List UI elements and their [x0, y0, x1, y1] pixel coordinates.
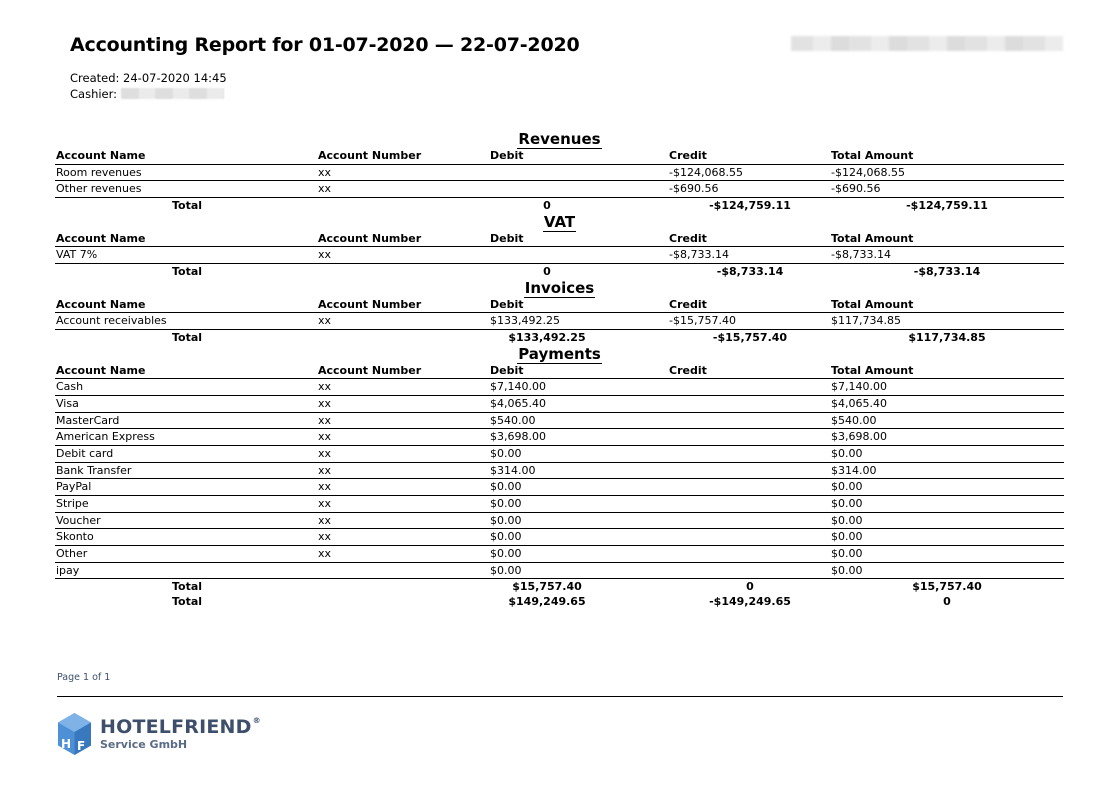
total-label: Total — [172, 198, 203, 212]
section-title-invoices: Invoices — [524, 278, 595, 297]
cell-debit: $0.00 — [490, 480, 522, 494]
created-timestamp: Created: 24-07-2020 14:45 — [70, 71, 227, 85]
cell-total: $3,698.00 — [831, 430, 887, 444]
table-row — [55, 379, 1064, 396]
col-total-amount: Total Amount — [831, 363, 914, 377]
total-debit: $15,757.40 — [512, 580, 582, 594]
report-title: Accounting Report for 01-07-2020 — 22-07-2020 — [70, 34, 580, 56]
cell-name: Room revenues — [56, 165, 142, 179]
cell-name: VAT 7% — [56, 248, 98, 262]
cell-debit: $0.00 — [490, 446, 522, 460]
cell-total: -$8,733.14 — [831, 248, 891, 262]
cashier-redacted — [121, 88, 224, 99]
table-header — [55, 298, 1064, 314]
col-debit: Debit — [490, 297, 524, 311]
redacted-area — [791, 36, 1063, 51]
cell-name: Other — [56, 547, 88, 561]
total-label: Total — [172, 264, 203, 278]
cell-name: Bank Transfer — [56, 463, 132, 477]
cell-number: xx — [318, 463, 332, 477]
cashier-label: Cashier: — [70, 87, 118, 101]
table-row — [55, 413, 1064, 430]
cell-number: xx — [318, 182, 332, 196]
table-row — [55, 496, 1064, 513]
col-account-name: Account Name — [56, 363, 146, 377]
grand-total-row — [55, 594, 1064, 609]
hotelfriend-logo-icon — [56, 712, 93, 756]
table-row — [55, 313, 1064, 330]
cell-total: $314.00 — [831, 463, 877, 477]
cell-total: $0.00 — [831, 547, 863, 561]
table-row — [55, 563, 1064, 580]
cell-total: -$124,068.55 — [831, 165, 905, 179]
cell-debit: $0.00 — [490, 530, 522, 544]
table-row — [55, 546, 1064, 563]
cell-name: Stripe — [56, 496, 89, 510]
table-row — [55, 247, 1064, 264]
col-debit: Debit — [490, 149, 524, 162]
cell-name: Other revenues — [56, 182, 142, 196]
col-account-name: Account Name — [56, 231, 146, 245]
cell-number: xx — [318, 530, 332, 544]
report-body — [55, 130, 1064, 609]
total-row-payments — [55, 579, 1064, 594]
col-account-number: Account Number — [318, 149, 422, 162]
cell-name: ipay — [56, 563, 80, 577]
col-account-name: Account Name — [56, 297, 146, 311]
col-credit: Credit — [669, 231, 707, 245]
col-total-amount: Total Amount — [831, 297, 914, 311]
table-row — [55, 165, 1064, 182]
cell-total: $117,734.85 — [831, 314, 901, 328]
cell-credit: -$15,757.40 — [669, 314, 736, 328]
table-header — [55, 149, 1064, 165]
total-debit: 0 — [543, 264, 551, 278]
cell-total: $0.00 — [831, 496, 863, 510]
table-row — [55, 529, 1064, 546]
cell-credit: -$124,068.55 — [669, 165, 743, 179]
cell-debit: $0.00 — [490, 513, 522, 527]
table-row — [55, 463, 1064, 480]
col-total-amount: Total Amount — [831, 149, 914, 162]
table-row — [55, 446, 1064, 463]
col-account-number: Account Number — [318, 231, 422, 245]
cell-total: $0.00 — [831, 530, 863, 544]
registered-mark: ® — [252, 716, 261, 725]
total-credit: -$8,733.14 — [716, 264, 784, 278]
table-row — [55, 429, 1064, 446]
cell-total: $0.00 — [831, 563, 863, 577]
cell-number: xx — [318, 513, 332, 527]
total-debit: 0 — [543, 198, 551, 212]
col-account-number: Account Number — [318, 363, 422, 377]
cell-debit: $0.00 — [490, 563, 522, 577]
cell-debit: $540.00 — [490, 413, 536, 427]
total-debit: $133,492.25 — [508, 330, 586, 344]
section-title-payments: Payments — [518, 344, 601, 363]
col-credit: Credit — [669, 363, 707, 377]
cell-total: $0.00 — [831, 513, 863, 527]
cell-name: MasterCard — [56, 413, 120, 427]
cell-debit: $7,140.00 — [490, 380, 546, 394]
total-amount: -$124,759.11 — [906, 198, 988, 212]
total-credit: 0 — [746, 580, 754, 594]
cashier-line — [70, 87, 224, 101]
cell-number: xx — [318, 314, 332, 328]
table-row — [55, 479, 1064, 496]
footer-divider — [57, 696, 1063, 697]
cell-number: xx — [318, 480, 332, 494]
page-number: Page 1 of 1 — [57, 672, 111, 683]
grand-total-debit: $149,249.65 — [508, 595, 586, 609]
col-account-name: Account Name — [56, 149, 146, 162]
cell-name: Debit card — [56, 446, 114, 460]
total-amount: $117,734.85 — [908, 330, 986, 344]
cell-total: $4,065.40 — [831, 396, 887, 410]
cell-number: xx — [318, 248, 332, 262]
total-amount: -$8,733.14 — [913, 264, 981, 278]
total-row-vat — [55, 264, 1064, 279]
cell-credit: -$8,733.14 — [669, 248, 729, 262]
svg-text:H: H — [61, 737, 72, 751]
cell-number: xx — [318, 396, 332, 410]
svg-text:F: F — [77, 739, 86, 753]
section-title-revenues: Revenues — [518, 130, 601, 148]
cell-name: Cash — [56, 380, 84, 394]
col-credit: Credit — [669, 297, 707, 311]
col-account-number: Account Number — [318, 297, 422, 311]
cell-name: Visa — [56, 396, 79, 410]
total-label: Total — [172, 580, 203, 594]
cell-number: xx — [318, 413, 332, 427]
cell-debit: $314.00 — [490, 463, 536, 477]
cell-name: American Express — [56, 430, 155, 444]
cell-debit: $133,492.25 — [490, 314, 560, 328]
cell-name: Voucher — [56, 513, 101, 527]
col-debit: Debit — [490, 231, 524, 245]
table-row — [55, 513, 1064, 530]
table-row — [55, 396, 1064, 413]
cell-total: $7,140.00 — [831, 380, 887, 394]
brand-name: HOTELFRIEND® — [100, 716, 261, 738]
cell-name: Skonto — [56, 530, 94, 544]
cell-name: Account receivables — [56, 314, 167, 328]
total-credit: -$15,757.40 — [712, 330, 788, 344]
cell-debit: $0.00 — [490, 547, 522, 561]
col-debit: Debit — [490, 363, 524, 377]
total-amount: $15,757.40 — [912, 580, 982, 594]
cell-number: xx — [318, 430, 332, 444]
cell-total: -$690.56 — [831, 182, 881, 196]
total-label: Total — [172, 595, 203, 609]
section-title-vat: VAT — [543, 212, 576, 231]
total-row-revenues — [55, 198, 1064, 213]
cell-number: xx — [318, 496, 332, 510]
cell-total: $0.00 — [831, 446, 863, 460]
total-row-invoices — [55, 330, 1064, 345]
table-header — [55, 364, 1064, 380]
cell-debit: $4,065.40 — [490, 396, 546, 410]
table-row — [55, 181, 1064, 198]
cell-number: xx — [318, 446, 332, 460]
grand-total-amount: 0 — [943, 595, 951, 609]
cell-debit: $3,698.00 — [490, 430, 546, 444]
brand-company: Service GmbH — [100, 738, 188, 751]
cell-debit: $0.00 — [490, 496, 522, 510]
cell-credit: -$690.56 — [669, 182, 719, 196]
col-credit: Credit — [669, 149, 707, 162]
total-credit: -$124,759.11 — [709, 198, 791, 212]
cell-name: PayPal — [56, 480, 92, 494]
col-total-amount: Total Amount — [831, 231, 914, 245]
grand-total-credit: -$149,249.65 — [709, 595, 791, 609]
table-header — [55, 232, 1064, 248]
total-label: Total — [172, 330, 203, 344]
cell-number: xx — [318, 165, 332, 179]
cell-number: xx — [318, 380, 332, 394]
cell-number: xx — [318, 547, 332, 561]
cell-total: $540.00 — [831, 413, 877, 427]
cell-total: $0.00 — [831, 480, 863, 494]
